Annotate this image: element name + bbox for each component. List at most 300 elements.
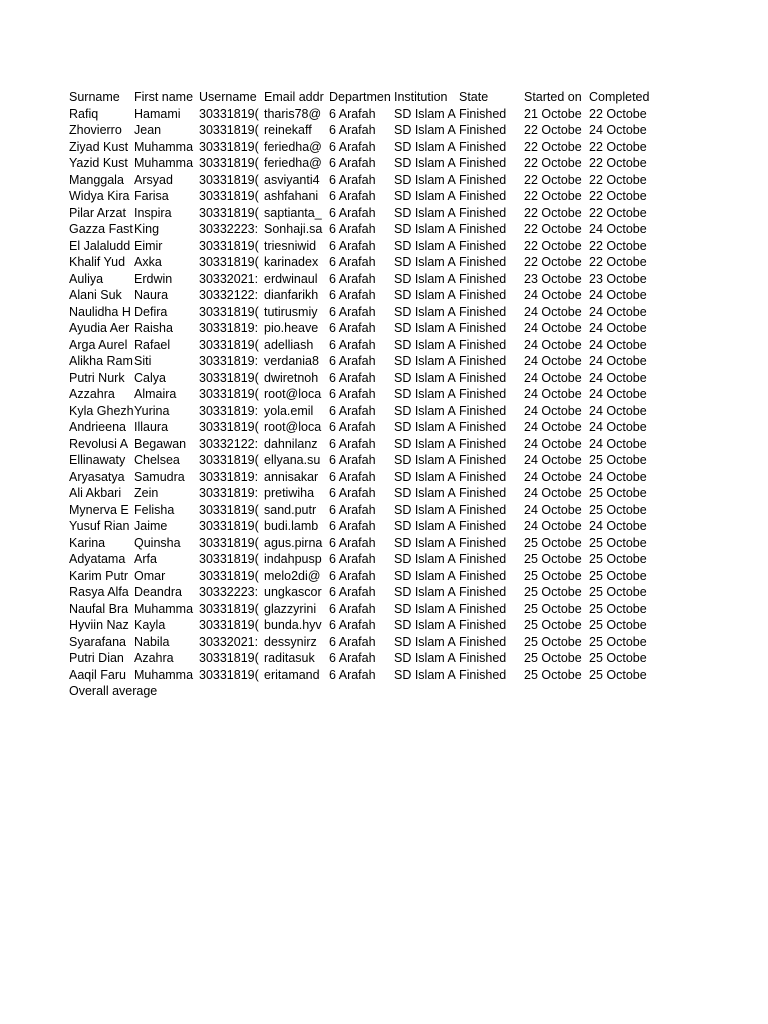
column-header-completed: Completed [589,90,650,104]
cell-started-on: 24 Octobe [524,321,582,335]
cell-first-name: Chelsea [134,453,180,467]
cell-department: 6 Arafah [329,387,376,401]
cell-completed: 22 Octobe [589,106,647,121]
cell-institution: SD Islam A [394,618,456,632]
cell-institution: SD Islam A [394,486,456,500]
cell-completed: 24 Octobe [589,420,647,434]
cell-completed: 24 Octobe [589,321,647,335]
cell-username: 30331819( [199,618,259,632]
cell-surname: Naufal Bra [69,601,129,616]
cell-email-address: karinadex [264,255,319,269]
cell-first-name: Calya [134,370,166,385]
cell-state: Finished [459,189,507,203]
table-row [69,650,654,667]
cell-started-on: 22 Octobe [524,222,582,236]
cell-completed: 22 Octobe [589,139,647,154]
cell-department: 6 Arafah [329,222,376,236]
cell-surname: Aryasatya [69,469,125,484]
cell-completed: 22 Octobe [589,255,647,269]
cell-surname: Gazza Fast [69,222,133,236]
cell-email-address: indahpusp [264,552,322,566]
cell-username: 30331819( [199,189,259,203]
cell-email-address: Sonhaji.sa [264,222,323,236]
cell-department: 6 Arafah [329,172,376,187]
cell-started-on: 24 Octobe [524,304,582,319]
cell-state: Finished [459,634,507,649]
cell-surname: Alani Suk [69,288,122,302]
cell-state: Finished [459,568,507,583]
table-row [69,172,654,189]
cell-username: 30332021: [199,271,259,286]
cell-completed: 25 Octobe [589,618,647,632]
cell-institution: SD Islam A [394,601,456,616]
cell-email-address: eritamand [264,667,320,682]
cell-state: Finished [459,172,507,187]
cell-institution: SD Islam A [394,568,456,583]
cell-state: Finished [459,288,507,302]
cell-username: 30331819( [199,123,259,137]
footer-row [69,683,654,700]
cell-completed: 24 Octobe [589,123,647,137]
cell-started-on: 25 Octobe [524,601,582,616]
cell-email-address: tutirusmiy [264,304,318,319]
cell-state: Finished [459,519,507,533]
cell-department: 6 Arafah [329,337,376,352]
cell-completed: 24 Octobe [589,403,647,418]
cell-completed: 24 Octobe [589,436,647,451]
cell-first-name: Arsyad [134,172,173,187]
cell-department: 6 Arafah [329,618,376,632]
cell-department: 6 Arafah [329,156,376,170]
cell-state: Finished [459,618,507,632]
cell-username: 30331819( [199,172,259,187]
cell-first-name: Hamami [134,106,181,121]
column-header-username: Username [199,90,257,104]
table-row [69,271,654,288]
cell-institution: SD Islam A [394,403,456,418]
cell-first-name: Eimir [134,238,163,253]
cell-started-on: 25 Octobe [524,535,582,550]
cell-state: Finished [459,205,507,220]
cell-institution: SD Islam A [394,387,456,401]
cell-username: 30331819( [199,453,259,467]
cell-started-on: 25 Octobe [524,552,582,566]
cell-completed: 24 Octobe [589,337,647,352]
table-row [69,403,654,420]
cell-completed: 22 Octobe [589,172,647,187]
cell-department: 6 Arafah [329,634,376,649]
cell-state: Finished [459,667,507,682]
cell-department: 6 Arafah [329,304,376,319]
cell-institution: SD Islam A [394,337,456,352]
cell-state: Finished [459,420,507,434]
cell-email-address: dahnilanz [264,436,318,451]
cell-institution: SD Islam A [394,271,456,286]
cell-first-name: Muhamma [134,156,194,170]
cell-first-name: Illaura [134,420,169,434]
cell-username: 30331819: [199,403,259,418]
cell-username: 30331819( [199,601,259,616]
cell-completed: 25 Octobe [589,601,647,616]
cell-institution: SD Islam A [394,453,456,467]
cell-state: Finished [459,106,507,121]
cell-completed: 25 Octobe [589,502,647,517]
cell-first-name: Felisha [134,502,175,517]
cell-completed: 25 Octobe [589,568,647,583]
cell-email-address: melo2di@ [264,568,321,583]
table-row [69,337,654,354]
cell-email-address: glazzyrini [264,601,317,616]
cell-department: 6 Arafah [329,436,376,451]
cell-first-name: Zein [134,486,159,500]
cell-email-address: saptianta_ [264,205,322,220]
cell-started-on: 22 Octobe [524,205,582,220]
cell-department: 6 Arafah [329,123,376,137]
cell-first-name: Erdwin [134,271,173,286]
table-row [69,469,654,486]
cell-started-on: 24 Octobe [524,502,582,517]
cell-institution: SD Islam A [394,139,456,154]
cell-first-name: Jean [134,123,162,137]
cell-completed: 22 Octobe [589,189,647,203]
cell-username: 30331819( [199,238,259,253]
cell-surname: Karina [69,535,106,550]
cell-surname: Alikha Ram [69,354,133,368]
cell-username: 30331819( [199,387,259,401]
column-header-started-on: Started on [524,90,582,104]
cell-username: 30331819: [199,354,259,368]
column-header-surname: Surname [69,90,120,104]
cell-surname: Zhovierro [69,123,122,137]
cell-completed: 22 Octobe [589,205,647,220]
cell-state: Finished [459,238,507,253]
cell-username: 30331819( [199,370,259,385]
cell-first-name: Begawan [134,436,187,451]
cell-surname: Khalif Yud [69,255,126,269]
cell-institution: SD Islam A [394,634,456,649]
cell-surname: Aaqil Faru [69,667,126,682]
table-row [69,502,654,519]
cell-state: Finished [459,535,507,550]
cell-surname: Andrieena [69,420,126,434]
cell-first-name: Azahra [134,651,174,665]
cell-email-address: erdwinaul [264,271,318,286]
cell-username: 30331819( [199,106,259,121]
cell-surname: Hyviin Naz [69,618,129,632]
cell-first-name: King [134,222,160,236]
cell-email-address: budi.lamb [264,519,319,533]
cell-username: 30331819( [199,667,259,682]
cell-started-on: 24 Octobe [524,469,582,484]
cell-state: Finished [459,453,507,467]
cell-department: 6 Arafah [329,519,376,533]
table-row [69,188,654,205]
cell-surname: Revolusi A [69,436,129,451]
table-row [69,485,654,502]
cell-department: 6 Arafah [329,354,376,368]
cell-institution: SD Islam A [394,288,456,302]
cell-surname: Syarafana [69,634,126,649]
cell-email-address: annisakar [264,469,319,484]
cell-department: 6 Arafah [329,568,376,583]
cell-first-name: Omar [134,568,166,583]
cell-completed: 24 Octobe [589,288,647,302]
cell-state: Finished [459,387,507,401]
cell-username: 30331819( [199,337,259,352]
cell-completed: 25 Octobe [589,667,647,682]
cell-first-name: Muhamma [134,601,194,616]
cell-surname: Ziyad Kust [69,139,129,154]
cell-username: 30332021: [199,634,259,649]
cell-state: Finished [459,255,507,269]
cell-completed: 24 Octobe [589,387,647,401]
cell-started-on: 22 Octobe [524,238,582,253]
cell-surname: Auliya [69,271,104,286]
column-header-email-address: Email addr [264,90,324,104]
cell-username: 30331819: [199,486,259,500]
cell-surname: Arga Aurel [69,337,128,352]
cell-email-address: raditasuk [264,651,315,665]
overall-average-label: Overall average [69,684,158,698]
cell-email-address: ungkascor [264,585,322,599]
cell-institution: SD Islam A [394,172,456,187]
cell-department: 6 Arafah [329,238,376,253]
cell-institution: SD Islam A [394,189,456,203]
cell-completed: 25 Octobe [589,453,647,467]
cell-department: 6 Arafah [329,535,376,550]
cell-started-on: 22 Octobe [524,172,582,187]
table-row [69,634,654,651]
cell-institution: SD Islam A [394,469,456,484]
cell-started-on: 22 Octobe [524,255,582,269]
cell-started-on: 22 Octobe [524,139,582,154]
cell-department: 6 Arafah [329,370,376,385]
cell-first-name: Rafael [134,337,171,352]
cell-department: 6 Arafah [329,403,376,418]
column-header-state: State [459,90,489,104]
cell-email-address: dianfarikh [264,288,319,302]
cell-started-on: 25 Octobe [524,568,582,583]
cell-surname: Rafiq [69,106,99,121]
cell-email-address: root@loca [264,420,322,434]
cell-state: Finished [459,469,507,484]
cell-surname: Yazid Kust [69,156,128,170]
cell-started-on: 25 Octobe [524,651,582,665]
cell-email-address: yola.emil [264,403,314,418]
cell-state: Finished [459,354,507,368]
cell-state: Finished [459,585,507,599]
cell-email-address: pretiwiha [264,486,315,500]
cell-surname: Ellinawaty [69,453,126,467]
cell-department: 6 Arafah [329,651,376,665]
cell-started-on: 22 Octobe [524,123,582,137]
cell-completed: 24 Octobe [589,304,647,319]
cell-email-address: ellyana.su [264,453,321,467]
cell-surname: Yusuf Rian [69,519,130,533]
cell-surname: Kyla Ghezh [69,403,134,418]
table-row [69,419,654,436]
cell-email-address: agus.pirna [264,535,323,550]
cell-surname: Ali Akbari [69,486,122,500]
cell-state: Finished [459,304,507,319]
cell-department: 6 Arafah [329,502,376,517]
cell-department: 6 Arafah [329,585,376,599]
cell-username: 30332223: [199,585,259,599]
cell-state: Finished [459,552,507,566]
cell-email-address: pio.heave [264,321,319,335]
table-row [69,452,654,469]
cell-department: 6 Arafah [329,486,376,500]
cell-department: 6 Arafah [329,321,376,335]
column-header-department: Departmen [329,90,391,104]
cell-surname: Putri Dian [69,651,124,665]
cell-institution: SD Islam A [394,370,456,385]
cell-started-on: 24 Octobe [524,486,582,500]
cell-state: Finished [459,370,507,385]
cell-username: 30331819( [199,304,259,319]
table-row [69,667,654,684]
cell-surname: Widya Kira [69,189,130,203]
cell-first-name: Arfa [134,552,157,566]
cell-institution: SD Islam A [394,255,456,269]
cell-email-address: dessynirz [264,634,317,649]
cell-first-name: Almaira [134,387,177,401]
cell-institution: SD Islam A [394,420,456,434]
cell-completed: 25 Octobe [589,552,647,566]
table-row [69,353,654,370]
cell-completed: 25 Octobe [589,535,647,550]
cell-started-on: 24 Octobe [524,420,582,434]
cell-started-on: 25 Octobe [524,618,582,632]
cell-username: 30332122: [199,436,259,451]
column-header-institution: Institution [394,90,448,104]
cell-completed: 24 Octobe [589,354,647,368]
table-row [69,221,654,238]
cell-completed: 24 Octobe [589,469,647,484]
cell-started-on: 24 Octobe [524,337,582,352]
cell-email-address: adelliash [264,337,314,352]
cell-first-name: Farisa [134,189,169,203]
cell-institution: SD Islam A [394,552,456,566]
cell-username: 30331819( [199,519,259,533]
cell-email-address: verdania8 [264,354,319,368]
cell-completed: 24 Octobe [589,370,647,385]
table-header-row [69,89,654,106]
table-row [69,436,654,453]
cell-started-on: 24 Octobe [524,354,582,368]
cell-surname: Putri Nurk [69,370,125,385]
cell-started-on: 24 Octobe [524,370,582,385]
cell-email-address: feriedha@ [264,139,322,154]
cell-email-address: asviyanti4 [264,172,320,187]
table-row [69,568,654,585]
cell-surname: Adyatama [69,552,126,566]
cell-institution: SD Islam A [394,519,456,533]
cell-username: 30331819( [199,568,259,583]
cell-email-address: feriedha@ [264,156,322,170]
cell-institution: SD Islam A [394,123,456,137]
cell-completed: 25 Octobe [589,651,647,665]
cell-first-name: Muhamma [134,667,194,682]
cell-first-name: Muhamma [134,139,194,154]
table-row [69,617,654,634]
cell-started-on: 24 Octobe [524,387,582,401]
cell-department: 6 Arafah [329,255,376,269]
table-row [69,155,654,172]
cell-institution: SD Islam A [394,667,456,682]
cell-completed: 25 Octobe [589,634,647,649]
cell-surname: Naulidha H [69,304,131,319]
cell-first-name: Siti [134,354,152,368]
cell-first-name: Defira [134,304,168,319]
cell-started-on: 21 Octobe [524,106,582,121]
cell-first-name: Raisha [134,321,173,335]
cell-email-address: dwiretnoh [264,370,319,385]
cell-started-on: 24 Octobe [524,288,582,302]
cell-started-on: 24 Octobe [524,436,582,451]
cell-institution: SD Islam A [394,651,456,665]
table-row [69,304,654,321]
cell-email-address: bunda.hyv [264,618,322,632]
cell-state: Finished [459,139,507,154]
cell-started-on: 24 Octobe [524,519,582,533]
table-row [69,139,654,156]
cell-started-on: 25 Octobe [524,634,582,649]
cell-username: 30332122: [199,288,259,302]
cell-first-name: Quinsha [134,535,181,550]
cell-department: 6 Arafah [329,271,376,286]
cell-state: Finished [459,403,507,418]
cell-department: 6 Arafah [329,453,376,467]
cell-username: 30331819( [199,535,259,550]
table-row [69,205,654,222]
table-row [69,584,654,601]
cell-email-address: reinekaff [264,123,312,137]
cell-institution: SD Islam A [394,106,456,121]
cell-username: 30332223: [199,222,259,236]
cell-email-address: tharis78@ [264,106,322,121]
cell-username: 30331819: [199,469,259,484]
table-row [69,106,654,123]
cell-completed: 24 Octobe [589,222,647,236]
cell-state: Finished [459,222,507,236]
cell-state: Finished [459,651,507,665]
cell-started-on: 25 Octobe [524,667,582,682]
cell-state: Finished [459,502,507,517]
cell-username: 30331819( [199,139,259,154]
table-row [69,254,654,271]
cell-state: Finished [459,271,507,286]
table-row [69,238,654,255]
cell-surname: Pilar Arzat [69,205,126,220]
cell-institution: SD Islam A [394,436,456,451]
cell-institution: SD Islam A [394,502,456,517]
table-row [69,320,654,337]
cell-email-address: ashfahani [264,189,319,203]
table-row [69,601,654,618]
cell-department: 6 Arafah [329,552,376,566]
cell-state: Finished [459,601,507,616]
table-row [69,518,654,535]
table-row [69,551,654,568]
cell-institution: SD Islam A [394,222,456,236]
cell-username: 30331819: [199,321,259,335]
table-row [69,122,654,139]
table-row [69,287,654,304]
cell-institution: SD Islam A [394,304,456,319]
cell-started-on: 22 Octobe [524,189,582,203]
cell-institution: SD Islam A [394,535,456,550]
